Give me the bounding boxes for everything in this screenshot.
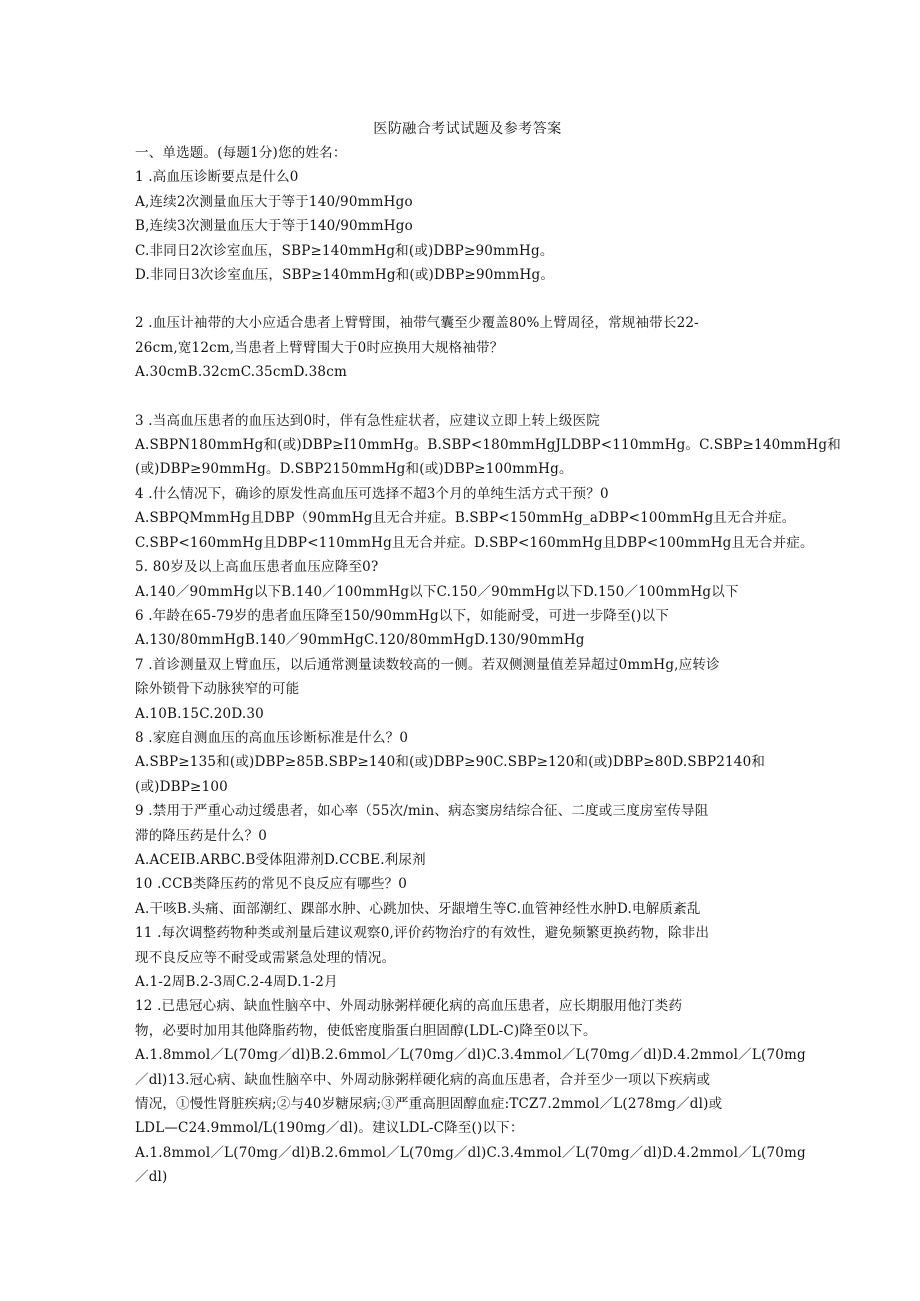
text-line: 4 .什么情况下，确诊的原发性高血压可选择不超3个月的单纯生活方式干预？0 — [135, 485, 609, 502]
text-line: (或)DBP≥90mmHg。D.SBP2150mmHg和(或)DBP≥100mmHg。 — [135, 461, 573, 478]
block-spacer — [135, 287, 800, 311]
text-line: A.1.8mmol／L(70mg／dl)B.2.6mmol／L(70mg／dl)C.3.4mmol／L(70mg／dl)D.4.2mmol／L(70mg — [135, 1047, 806, 1064]
text-line: 除外锁骨下动脉狭窄的可能 — [135, 681, 300, 698]
text-line: A.SBP≥135和(或)DBP≥85B.SBP≥140和(或)DBP≥90C.SBP≥120和(或)DBP≥80D.SBP2140和 — [135, 754, 766, 771]
text-line: 情况，①慢性肾脏疾病;②与40岁糖尿病;③严重高胆固醇血症:TCZ7.2mmol／L(278mg／dl)或 — [135, 1096, 723, 1113]
question-block — [135, 409, 841, 1190]
text-line: 6 .年龄在65-79岁的患者血压降至150/90mmHg以下，如能耐受，可进一步降至()以下 — [135, 607, 670, 624]
text-line: A.30cmB.32cmC.35cmD.38cm — [135, 364, 347, 381]
text-line: (或)DBP≥100 — [135, 778, 228, 795]
text-line: 9 .禁用于严重心动过缓患者，如心率（55次/min、病态窦房结综合征、二度或三度房室传导阻 — [135, 803, 709, 820]
text-line: C.非同日2次诊室血压，SBP≥140mmHg和(或)DBP≥90mmHg。 — [135, 242, 554, 259]
text-line: 现不良反应等不耐受或需紧急处理的情况。 — [135, 949, 396, 966]
text-line: A.10B.15C.20D.30 — [135, 705, 264, 722]
text-line: 11 .每次调整药物种类或剂量后建议观察0,评价药物治疗的有效性，避免频繁更换药物，除非出 — [135, 925, 710, 942]
text-line: 12 .已患冠心病、缺血性脑卒中、外周动脉粥样硬化病的高血压患者，应长期服用他汀类药 — [135, 998, 683, 1015]
question-block — [135, 165, 800, 287]
text-line: A.干咳B.头痛、面部潮红、踝部水肿、心跳加快、牙龈增生等C.血管神经性水肿D.电解质紊乱 — [135, 900, 701, 917]
text-line: A.130/80mmHgB.140／90mmHgC.120/80mmHgD.130/90mmHg — [135, 632, 585, 649]
text-line: A,连续2次测量血压大于等于140/90mmHgo — [135, 193, 413, 210]
text-line: ／dl)13.冠心病、缺血性脑卒中、外周动脉粥样硬化病的高血压患者，合并至少一项以下疾病或 — [135, 1071, 711, 1088]
text-line: 5. 80岁及以上高血压患者血压应降至0? — [135, 559, 379, 576]
text-line: 7 .首诊测量双上臂血压，以后通常测量读数较高的一侧。若双侧测量值差异超过0mmHg,应转诊 — [135, 656, 720, 673]
text-line: A.SBPQMmmHg且DBP（90mmHg且无合并症。B.SBP<150mmHg_aDBP<100mmHg且无合并症。 — [135, 510, 796, 527]
text-line: B,连续3次测量血压大于等于140/90mmHgo — [135, 218, 413, 235]
text-line: LDL—C24.9mmol/L(190mg／dl)。建议LDL-C降至()以下： — [135, 1120, 524, 1137]
text-line: A.SBPN180mmHg和(或)DBP≥I10mmHg。B.SBP<180mmHgJLDBP<110mmHg。C.SBP≥140mmHg和 — [135, 437, 841, 454]
text-line: 1 .高血压诊断要点是什么0 — [135, 169, 299, 186]
text-line: A.140／90mmHg以下B.140／100mmHg以下C.150／90mmHg以下D.150／100mmHg以下 — [135, 583, 739, 600]
text-line: 26cm,宽12cm,当患者上臂臂围大于0时应换用大规格袖带？ — [135, 339, 504, 356]
document-title: 医防融合考试试题及参考答案 — [373, 121, 562, 137]
text-line: 3 .当高血压患者的血压达到0时，伴有急性症状者，应建议立即上转上级医院 — [135, 412, 600, 429]
text-line: 2 .血压计袖带的大小应适合患者上臂臂围，袖带气囊至少覆盖80%上臂周径，常规袖带长22- — [135, 315, 699, 332]
text-line: C.SBP<160mmHg且DBP<110mmHg且无合并症。D.SBP<160mmHg且DBP<100mmHg且无合并症。 — [135, 534, 814, 551]
text-line: D.非同日3次诊室血压，SBP≥140mmHg和(或)DBP≥90mmHg。 — [135, 267, 555, 284]
section-heading: 一、单选题。(每题1分)您的姓名： — [135, 145, 347, 161]
text-line: 物，必要时加用其他降脂药物，使低密度脂蛋白胆固醇(LDL-C)降至0以下。 — [135, 1022, 597, 1039]
text-line: A.1-2周B.2-3周C.2-4周D.1-2月 — [135, 974, 338, 990]
text-line: ／dl) — [135, 1169, 168, 1186]
question-list — [135, 165, 841, 1189]
text-line: 10 .CCB类降压药的常见不良反应有哪些？0 — [135, 876, 408, 893]
text-line: A.1.8mmol／L(70mg／dl)B.2.6mmol／L(70mg／dl)C.3.4mmol／L(70mg／dl)D.4.2mmol／L(70mg — [135, 1144, 806, 1161]
question-block — [135, 311, 800, 384]
text-line: A.ACEIB.ARBC.B受体阻滞剂D.CCBE.利尿剂 — [135, 851, 426, 868]
text-line: 8 .家庭自测血压的高血压诊断标准是什么？0 — [135, 729, 409, 746]
block-spacer — [135, 385, 800, 409]
text-line: 滞的降压药是什么？0 — [135, 827, 268, 844]
